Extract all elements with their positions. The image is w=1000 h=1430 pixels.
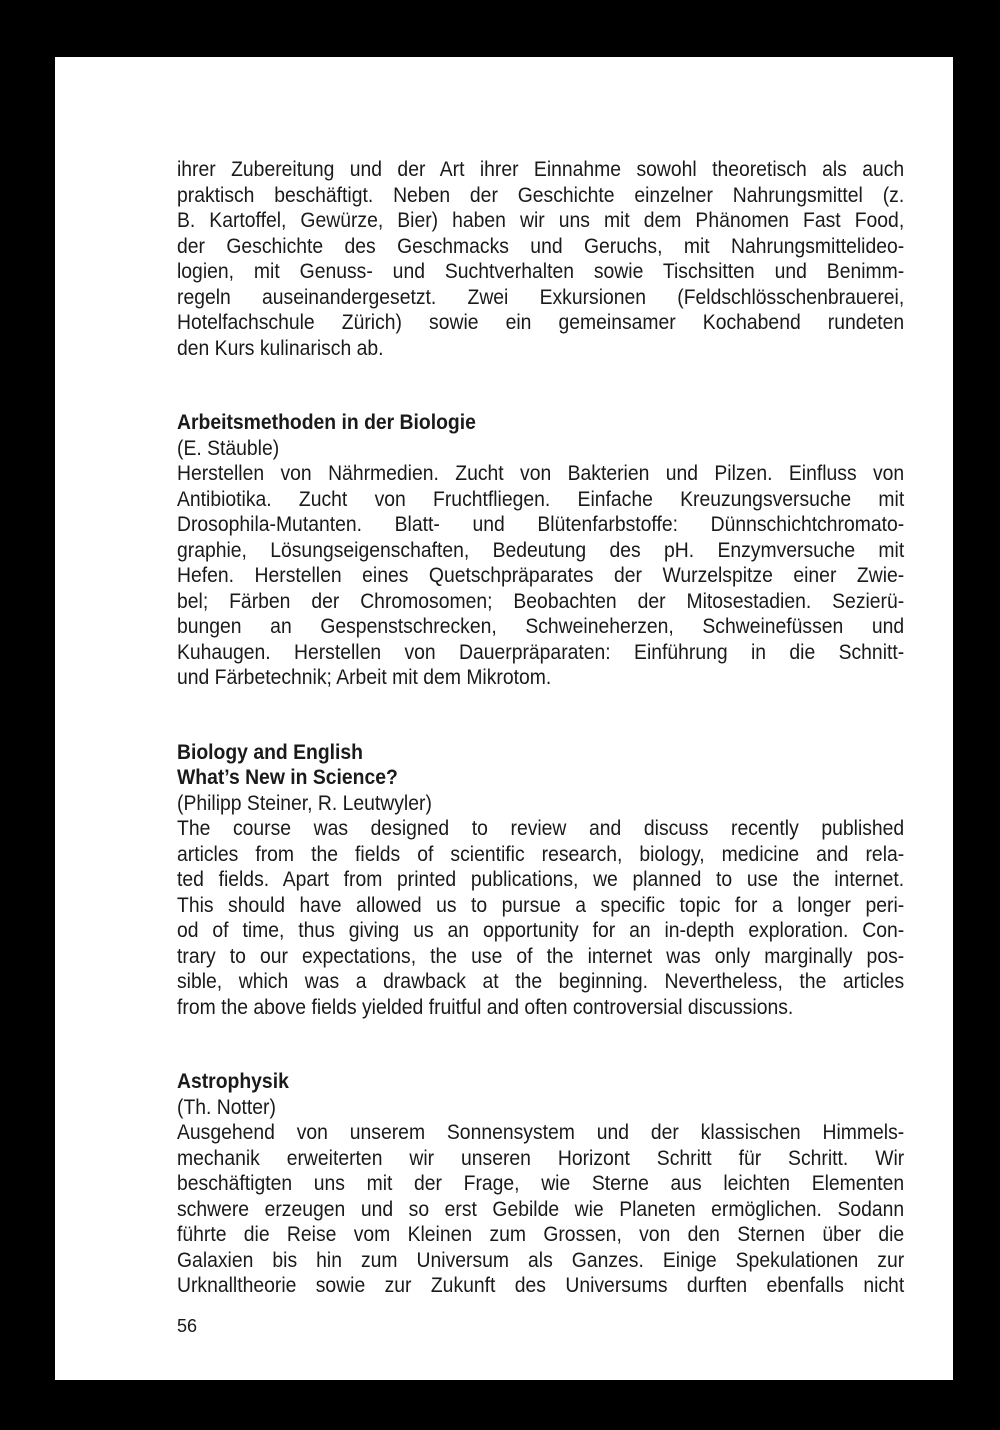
text-line: trary to our expectations, the use of the internet was only marginally pos- bbox=[177, 943, 905, 968]
section-title: What’s New in Science? bbox=[177, 765, 398, 789]
section-author: (Philipp Steiner, R. Leutwyler) bbox=[177, 790, 432, 815]
text-line: den Kurs kulinarisch ab. bbox=[177, 335, 384, 360]
text-line: Antibiotika. Zucht von Fruchtfliegen. Einfache Kreuzungsversuche mit bbox=[177, 486, 905, 511]
text-line: führte die Reise vom Kleinen zum Grossen, von den Sternen über die bbox=[177, 1222, 905, 1246]
text-line: Kuhaugen. Herstellen von Dauerpräparaten: Einführung in die Schnitt- bbox=[177, 639, 905, 664]
text-line: od of time, thus giving us an opportunity for an in-depth exploration. Con- bbox=[177, 918, 905, 942]
course-section bbox=[177, 740, 904, 1021]
text-line: Drosophila-Mutanten. Blatt- und Blütenfarbstoffe: Dünnschichtchromato- bbox=[177, 512, 905, 536]
text-line: und Färbetechnik; Arbeit mit dem Mikrotom. bbox=[177, 665, 552, 689]
text-line: Galaxien bis hin zum Universum als Ganzes. Einige Spekulationen zur bbox=[177, 1247, 905, 1272]
text-line: This should have allowed us to pursue a specific topic for a longer peri- bbox=[177, 892, 905, 917]
text-line: ihrer Zubereitung und der Art ihrer Einnahme sowohl theoretisch als auch bbox=[177, 157, 905, 181]
text-line: bungen an Gespenstschrecken, Schweineherzen, Schweinefüssen und bbox=[177, 614, 905, 638]
text-line: sible, which was a drawback at the beginning. Nevertheless, the articles bbox=[177, 969, 905, 993]
text-line: regeln auseinandergesetzt. Zwei Exkursionen (Feldschlösschenbrauerei, bbox=[177, 284, 905, 309]
section-author: (Th. Notter) bbox=[177, 1094, 276, 1119]
text-line: ted fields. Apart from printed publications, we planned to use the internet. bbox=[177, 867, 905, 891]
text-line: Ausgehend von unserem Sonnensystem und der klassischen Himmels- bbox=[177, 1120, 905, 1144]
intro-paragraph bbox=[177, 157, 904, 361]
text-line: B. Kartoffel, Gewürze, Bier) haben wir uns mit dem Phänomen Fast Food, bbox=[177, 208, 905, 232]
text-line: from the above fields yielded fruitful and often controversial discussions. bbox=[177, 994, 794, 1019]
page-number: 56 bbox=[177, 1316, 198, 1336]
section-title: Biology and English bbox=[177, 739, 363, 764]
text-line: bel; Färben der Chromosomen; Beobachten der Mitosestadien. Sezierü- bbox=[177, 588, 905, 613]
section-author: (E. Stäuble) bbox=[177, 435, 280, 460]
text-line: mechanik erweiterten wir unseren Horizont Schritt für Schritt. Wir bbox=[177, 1145, 905, 1170]
text-line: schwere erzeugen und so erst Gebilde wie Planeten ermöglichen. Sodann bbox=[177, 1196, 905, 1221]
text-line: Hefen. Herstellen eines Quetschpräparates der Wurzelspitze einer Zwie- bbox=[177, 563, 905, 587]
text-line: beschäftigten uns mit der Frage, wie Sterne aus leichten Elementen bbox=[177, 1171, 905, 1195]
text-line: articles from the fields of scientific research, biology, medicine and rela- bbox=[177, 841, 905, 866]
text-line: der Geschichte des Geschmacks und Geruchs, mit Nahrungsmittelideo- bbox=[177, 233, 905, 258]
text-line: graphie, Lösungseigenschaften, Bedeutung des pH. Enzymversuche mit bbox=[177, 537, 905, 562]
section-title: Astrophysik bbox=[177, 1069, 289, 1093]
course-section bbox=[177, 1069, 904, 1299]
page-body bbox=[177, 157, 904, 1299]
text-line: Hotelfachschule Zürich) sowie ein gemeinsamer Kochabend rundeten bbox=[177, 310, 905, 334]
course-section bbox=[177, 410, 904, 691]
text-line: Urknalltheorie sowie zur Zukunft des Universums durften ebenfalls nicht bbox=[177, 1273, 905, 1297]
document-page bbox=[55, 57, 953, 1380]
text-line: praktisch beschäftigt. Neben der Geschichte einzelner Nahrungsmittel (z. bbox=[177, 182, 905, 207]
section-title: Arbeitsmethoden in der Biologie bbox=[177, 410, 476, 434]
text-line: logien, mit Genuss- und Suchtverhalten sowie Tischsitten und Benimm- bbox=[177, 259, 905, 283]
text-line: Herstellen von Nährmedien. Zucht von Bakterien und Pilzen. Einfluss von bbox=[177, 461, 905, 485]
text-line: The course was designed to review and discuss recently published bbox=[177, 816, 905, 840]
